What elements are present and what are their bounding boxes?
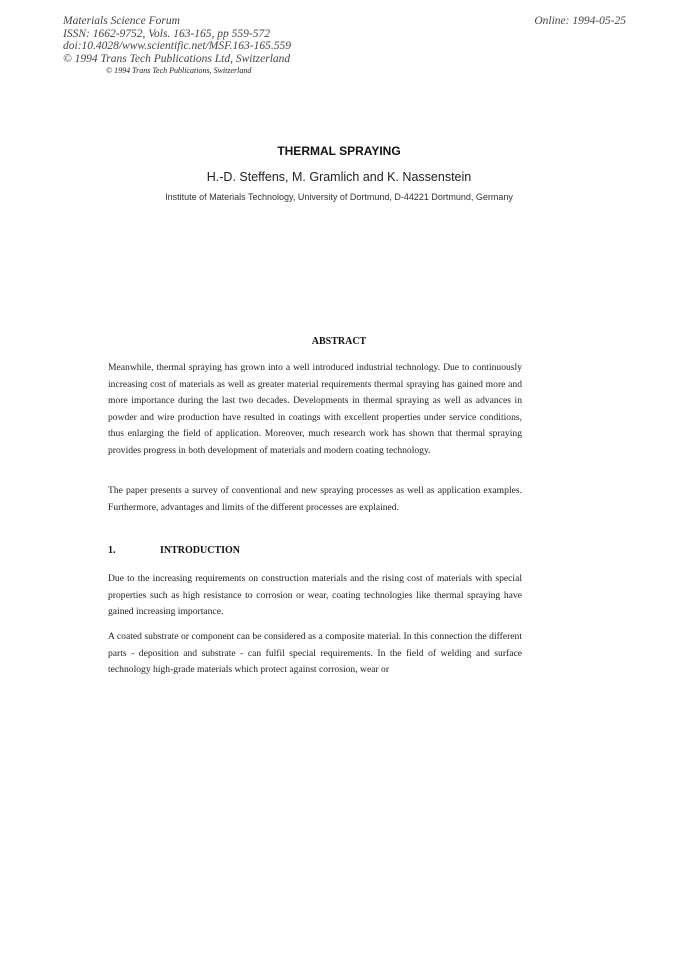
section-title: INTRODUCTION [160,545,241,556]
paper-authors: H.-D. Steffens, M. Gramlich and K. Nassenstein [206,170,472,184]
abstract-paragraph-2: The paper presents a survey of conventional and new spraying processes as well as application examples. Furthermore, advantages and limits of the different processes are explained. [108,485,522,513]
paper-title: THERMAL SPRAYING [277,144,401,158]
doi-line: doi:10.4028/www.scientific.net/MSF.163-165.559 [63,40,291,52]
abstract-paragraph-1: Meanwhile, thermal spraying has grown into a well introduced industrial technology. Due to continuously increasing cost of materials as well as greater material requirements thermal spraying has gained more and more importance during the last two decades. Developments in thermal spraying as well as advances in powder and wire production have resulted in coatings with excellent properties under service conditions, thus enlarging the field of application. Moreover, much research work has shown that thermal spraying provides progress in both development of materials and modern coating technology. [108,362,522,456]
journal-header [63,15,291,65]
intro-paragraph-1: Due to the increasing requirements on construction materials and the rising cost of materials with special properties such as high resistance to corrosion or wear, coating technologies like thermal spraying have gained increasing importance. [108,573,522,617]
abstract-heading: ABSTRACT [311,336,367,347]
publisher-copyright: © 1994 Trans Tech Publications, Switzerland [106,66,252,75]
online-date: Online: 1994-05-25 [534,15,626,27]
journal-name: Materials Science Forum [63,15,180,27]
intro-paragraph-2: A coated substrate or component can be considered as a composite material. In this connection the different parts - deposition and substrate - can fulfil special requirements. In the field of welding and surface technology high-grade materials which protect against corrosion, wear or [108,631,522,675]
issn-line: ISSN: 1662-9752, Vols. 163-165, pp 559-572 [63,27,270,40]
section-number: 1. [108,545,116,556]
paper-affiliation: Institute of Materials Technology, University of Dortmund, D-44221 Dortmund, Germany [165,192,513,202]
copyright-line: © 1994 Trans Tech Publications Ltd, Switzerland [63,52,291,65]
